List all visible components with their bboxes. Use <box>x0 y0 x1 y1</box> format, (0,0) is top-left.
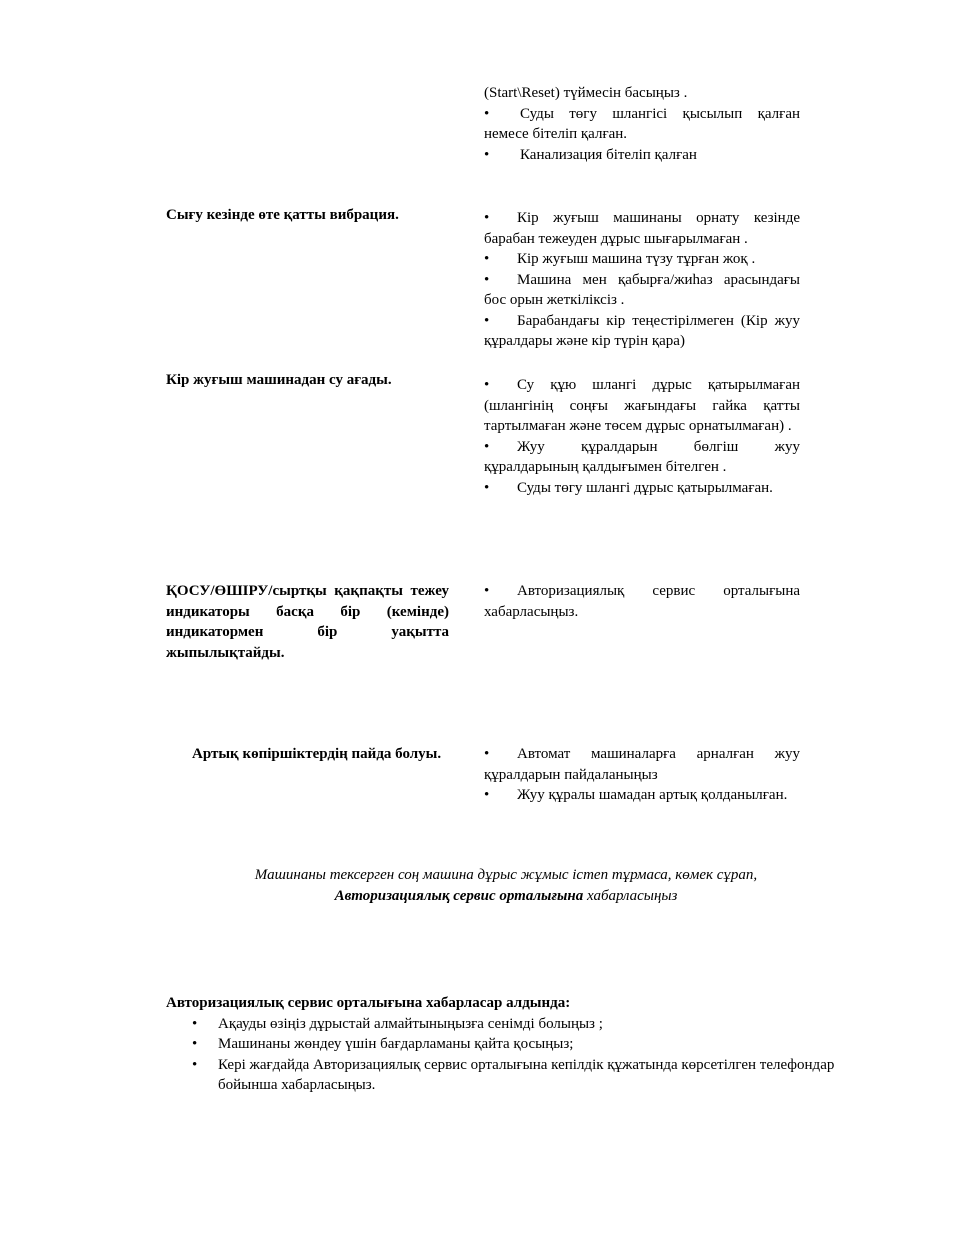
cause-item <box>484 311 800 352</box>
bullet-icon: • <box>484 210 490 226</box>
list-item <box>166 1055 866 1096</box>
cause-text: Суды төгу шлангісі қысылып қалған немесе бітеліп қалған. <box>484 105 800 142</box>
cause-text: Машина мен қабырға/жиһаз арасындағы бос орын жеткіліксіз . <box>484 271 800 308</box>
cause-item <box>484 249 800 270</box>
note-bold: Авторизациялық сервис орталығына <box>334 887 584 904</box>
bullet-icon: • <box>484 146 490 163</box>
cause-text: Кір жуғыш машинаны орнату кезінде барабан тежеуден дұрыс шығарылмаған . <box>484 210 800 247</box>
cause-text: Кір жуғыш машина түзу тұрған жоқ . <box>517 251 756 267</box>
list-item-text: Ақауды өзіңіз дұрыстай алмайтыныңызға сенімді болыңыз ; <box>218 1015 603 1032</box>
bullet-icon: • <box>484 438 490 455</box>
cause-text: (Start\Reset) түймесін басыңыз . <box>484 85 688 101</box>
bullet-icon: • <box>484 251 490 267</box>
issue-excess-foam: Артық көпіршіктердің пайда болуы. <box>192 746 442 762</box>
row1-causes <box>484 208 800 352</box>
row2-causes <box>484 375 800 498</box>
list-item <box>166 1034 866 1055</box>
cause-item <box>484 581 800 622</box>
list-item-text: Машинаны жөндеу үшін бағдарламаны қайта қосыңыз; <box>218 1036 574 1052</box>
cause-text: Су құю шлангі дұрыс қатырылмаған (шлангінің соңғы жағындағы гайка қатты тартылмаған және төсем дұрыс орнатылмаған) . <box>484 377 800 434</box>
bullet-icon: • <box>484 271 490 288</box>
issue-vibration: Сығу кезінде өте қатты вибрация. <box>166 207 399 223</box>
issue-indicator-blinking: ҚОСУ/ӨШІРУ/сыртқы қақпақты тежеу индикаторы басқа бір (кемінде) индикатормен бір уақытта жыпылықтайды. <box>166 583 449 661</box>
row4-causes <box>484 744 800 806</box>
cause-item <box>484 478 800 499</box>
issue-water-leak: Кір жуғыш машинадан су ағады. <box>166 372 392 388</box>
cause-item <box>484 785 800 806</box>
contact-heading: Авторизациялық сервис орталығына хабарласар алдында: <box>166 995 571 1011</box>
cause-item <box>484 104 800 145</box>
row3-causes <box>484 581 800 622</box>
list-item-text: Кері жағдайда Авторизациялық сервис орталығына кепілдік құжатында көрсетілген телефондар бойынша хабарласыңыз. <box>218 1056 835 1093</box>
cause-text: Жуу құралы шамадан артық қолданылған. <box>517 787 788 803</box>
bullet-icon: • <box>484 479 490 496</box>
bullet-icon: • <box>192 1036 198 1052</box>
note-line: Машинаны тексерген соң машина дұрыс жұмыс істеп тұрмаса, көмек сұрап, <box>254 867 758 883</box>
row0-causes <box>484 83 800 165</box>
bullet-icon: • <box>484 583 490 599</box>
cause-item <box>484 375 800 437</box>
list-item <box>166 1014 866 1035</box>
bullet-icon: • <box>484 312 490 329</box>
cause-text: Суды төгу шлангі дұрыс қатырылмаған. <box>517 479 773 496</box>
cause-item <box>484 145 800 166</box>
contact-section <box>166 993 866 1096</box>
cause-text: Канализация бітеліп қалған <box>520 146 697 163</box>
contact-list <box>166 1014 866 1096</box>
bullet-icon: • <box>484 787 490 803</box>
bullet-icon: • <box>192 1056 198 1073</box>
bullet-icon: • <box>484 105 490 122</box>
cause-text: Барабандағы кір теңестірілмеген (Кір жуу құралдары және кір түрін қара) <box>484 312 800 349</box>
bullet-icon: • <box>484 746 490 762</box>
cause-text: Автомат машиналарға арналған жуу құралдарын пайдаланыңыз <box>484 746 800 783</box>
cause-item <box>484 744 800 785</box>
bullet-icon: • <box>484 377 490 393</box>
note-tail: хабарласыңыз <box>583 887 678 904</box>
note-line <box>166 886 846 907</box>
cause-text: Авторизациялық сервис орталығына хабарласыңыз. <box>484 583 800 620</box>
service-note <box>166 865 846 906</box>
cause-text: Жуу құралдарын бөлгіш жуу құралдарының қалдығымен бітелген . <box>484 438 800 475</box>
cause-item <box>484 208 800 249</box>
cause-item <box>484 270 800 311</box>
bullet-icon: • <box>192 1015 198 1032</box>
cause-item <box>484 437 800 478</box>
